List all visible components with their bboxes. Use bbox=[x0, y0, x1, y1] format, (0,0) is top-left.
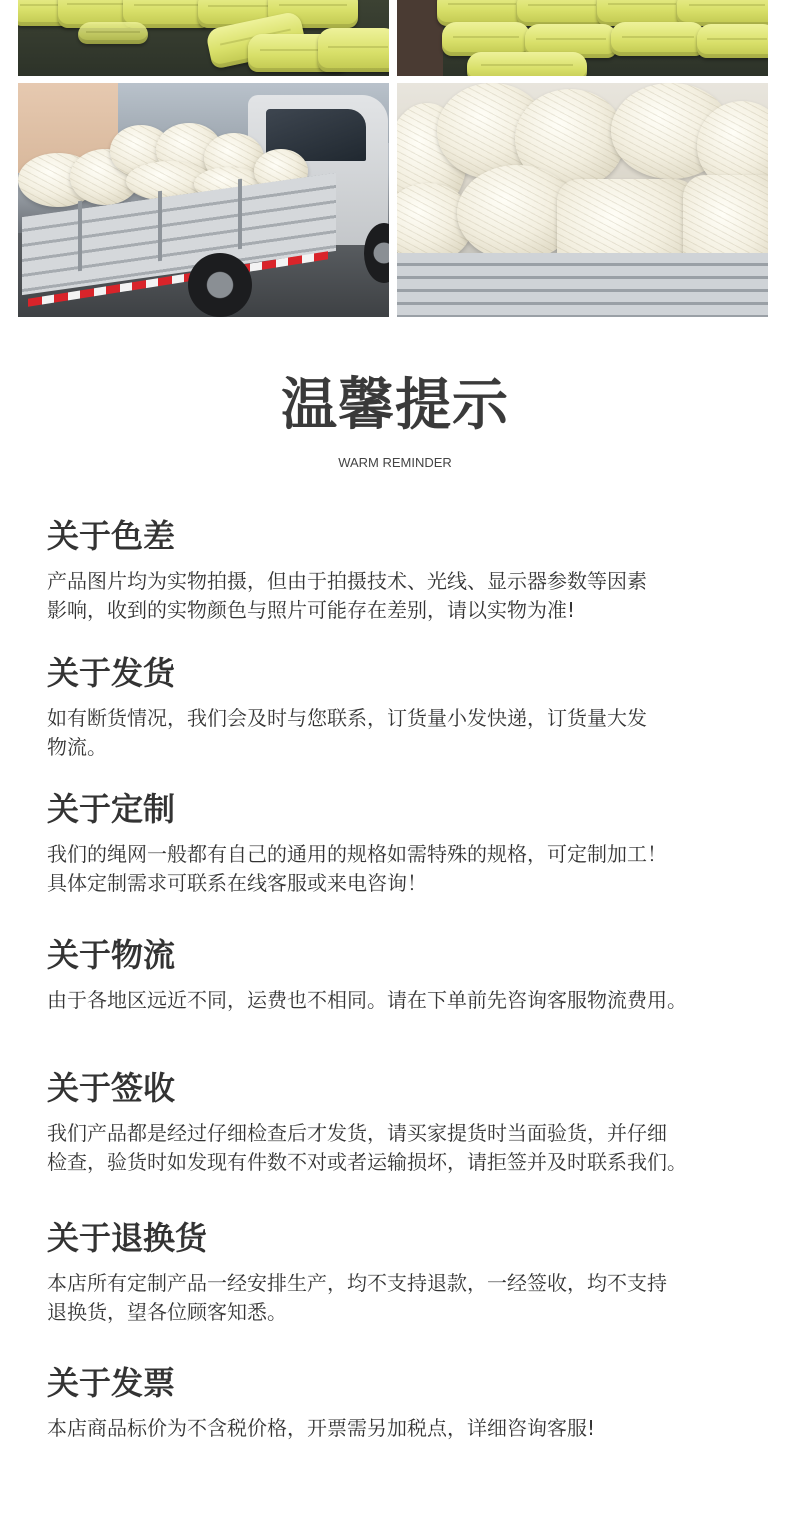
section-shipping bbox=[47, 653, 762, 762]
section-invoice bbox=[47, 1363, 762, 1443]
section-returns bbox=[47, 1218, 762, 1327]
section-heading: 关于发票 bbox=[47, 1364, 176, 1402]
section-text-line: 具体定制需求可联系在线客服或来电咨询！ bbox=[47, 871, 427, 895]
photo-rope-bundles-closeup bbox=[397, 83, 768, 317]
page-title: 温馨提示 bbox=[281, 373, 509, 438]
section-receipt bbox=[47, 1068, 762, 1177]
section-text-line: 本店商品标价为不含税价格，开票需另加税点，详细咨询客服! bbox=[47, 1416, 596, 1440]
section-heading: 关于签收 bbox=[47, 1069, 176, 1107]
section-text-line: 由于各地区远近不同，运费也不相同。请在下单前先咨询客服物流费用。 bbox=[47, 988, 687, 1012]
section-text-line: 退换货，望各位顾客知悉。 bbox=[47, 1300, 287, 1324]
section-logistics bbox=[47, 935, 762, 1015]
section-text-line: 检查，验货时如发现有件数不对或者运输损坏，请拒签并及时联系我们。 bbox=[47, 1150, 687, 1174]
section-heading: 关于色差 bbox=[47, 517, 176, 555]
page-subtitle: WARM REMINDER bbox=[338, 455, 452, 470]
section-text-line: 我们的绳网一般都有自己的通用的规格如需特殊的规格，可定制加工！ bbox=[47, 842, 667, 866]
section-customization bbox=[47, 789, 762, 898]
photo-truck-loaded-rope bbox=[18, 83, 389, 317]
photo-yellow-sacks-right bbox=[397, 0, 768, 76]
section-heading: 关于物流 bbox=[47, 936, 176, 974]
section-text-line: 物流。 bbox=[47, 735, 107, 759]
section-text-line: 我们产品都是经过仔细检查后才发货，请买家提货时当面验货，并仔细 bbox=[47, 1121, 667, 1145]
photo-yellow-sacks-left bbox=[18, 0, 389, 76]
section-text-line: 如有断货情况，我们会及时与您联系，订货量小发快递，订货量大发 bbox=[47, 706, 647, 730]
section-text-line: 产品图片均为实物拍摄，但由于拍摄技术、光线、显示器参数等因素 bbox=[47, 569, 647, 593]
section-text-line: 本店所有定制产品一经安排生产，均不支持退款，一经签收，均不支持 bbox=[47, 1271, 667, 1295]
section-heading: 关于发货 bbox=[47, 654, 176, 692]
section-color-difference bbox=[47, 516, 762, 625]
section-text-line: 影响，收到的实物颜色与照片可能存在差别，请以实物为准! bbox=[47, 598, 576, 622]
section-heading: 关于退换货 bbox=[47, 1219, 208, 1257]
section-heading: 关于定制 bbox=[47, 790, 176, 828]
